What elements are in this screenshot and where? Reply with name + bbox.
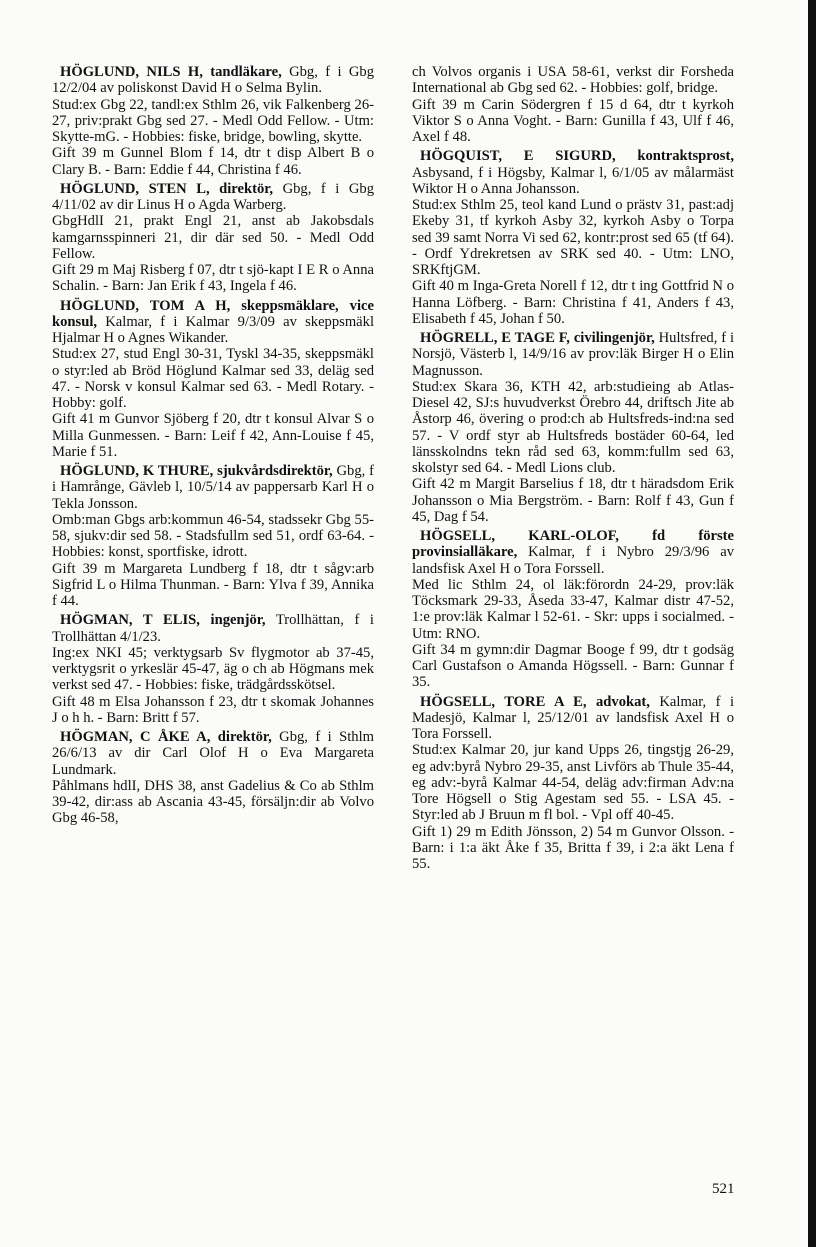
entry-hogsell-karl-olof — [412, 528, 734, 691]
entry-lead — [52, 729, 374, 778]
entry-name: HÖGSELL, KARL-OLOF, — [420, 528, 619, 544]
entry-details: Asbysand, f i Högsby, Kalmar l, 6/1/05 av målarmäst Wiktor H o Anna Johansson. — [412, 164, 734, 197]
left-column — [52, 64, 374, 830]
entry-paragraph: Gift 41 m Gunvor Sjöberg f 20, dtr t konsul Alvar S o Milla Gunmessen. - Barn: Leif f 42, Ann-Louise f 45, Marie f 51. — [52, 411, 374, 460]
entry-details: Gbg, f i Gbg 12/2/04 av poliskonst David H o Selma Bylin. — [52, 64, 374, 97]
entry-hogman-ake-continued — [412, 64, 734, 145]
entry-paragraph: Gift 39 m Gunnel Blom f 14, dtr t disp Albert B o Clary B. - Barn: Eddie f 44, Christina f 46. — [52, 145, 374, 178]
entry-paragraph: Gift 39 m Carin Södergren f 15 d 64, dtr t kyrkoh Viktor S o Anna Voght. - Barn: Gunilla f 43, Ulf f 46, Axel f 48. — [412, 96, 734, 145]
entry-lead — [412, 694, 734, 743]
entry-title: kontraktsprost, — [615, 148, 734, 165]
entry-details: Gbg, f i Gbg 4/11/02 av dir Linus H o Agda Warberg. — [52, 180, 374, 213]
entry-hoglund-sten — [52, 181, 374, 295]
entry-paragraph: Stud:ex Skara 36, KTH 42, arb:studieing ab Atlas-Diesel 42, SJ:s huvudverkst Örebro 44, driftsch Jite ab Åstorp 46, övering o prod:ch ab Hultsfreds-ind:na sed 57. - V ordf styr ab Hultsfreds bostäder 60-64, led länsskolndns tekn råd sed 63, komm:fullm sed 63, skolstyr sed 64. - Medl Lions club. — [412, 378, 734, 476]
entry-name: HÖGQUIST, E SIGURD, — [420, 148, 616, 165]
entry-title: advokat, — [586, 693, 650, 710]
entry-details: Kalmar, f i Madesjö, Kalmar l, 25/12/01 av landsfisk Axel H o Tora Forssell. — [412, 693, 735, 742]
entry-details: Kalmar, f i Kalmar 9/3/09 av skeppsmäkl Hjalmar H o Agnes Wikander. — [52, 313, 374, 346]
entry-lead — [52, 298, 374, 347]
entry-paragraph: Ing:ex NKI 45; verktygsarb Sv flygmotor ab 37-45, verktygsrit o yrkeslär 45-47, äg o ch ab Högmans mek verkst sed 47. - Hobbies: fiske, trädgårdsskötsel. — [52, 644, 374, 694]
entry-details: Gbg, f i Hamrånge, Gävleb l, 10/5/14 av pappersarb Karl H o Tekla Jonsson. — [52, 463, 374, 512]
entry-paragraph: Stud:ex Sthlm 25, teol kand Lund o prästv 31, past:adj Ekeby 31, tf kyrkoh Asby 32, kyrkoh Asby o Torpa sed 39 samt Norra Vi sed 62, kontr:prost sed 65 (tf 64). - Ordf Ydrekretsen av SRK sed 40. - Utm: LNO, SRKftjGM. — [412, 197, 734, 278]
entry-paragraph: Med lic Sthlm 24, ol läk:förordn 24-29, prov:läk Töcksmark 29-33, Åseda 33-47, Kalmar distr 47-52, 1:e prov:läk Kalmar l 52-61. - Skr: upps i socialmed. - Utm: RNO. — [412, 576, 734, 642]
right-column — [412, 64, 734, 875]
entry-name: HÖGLUND, K THURE, — [60, 463, 214, 479]
entry-hoglund-nils — [52, 64, 374, 178]
entry-paragraph: Gift 34 m gymn:dir Dagmar Booge f 99, dtr t godsäg Carl Gustafson o Amanda Högssell. - Barn: Gunnar f 35. — [412, 641, 734, 691]
entry-lead — [412, 148, 734, 197]
entry-name: HÖGMAN, T ELIS, — [60, 612, 200, 629]
entry-title: direktör, — [209, 180, 274, 197]
entry-paragraph: GbgHdlI 21, prakt Engl 21, anst ab Jakobsdals kamgarnsspinneri 21, dir där sed 50. - Medl Odd Fellow. — [52, 213, 374, 262]
entry-hogman-ake — [52, 729, 374, 827]
entry-paragraph: Omb:man Gbgs arb:kommun 46-54, stadssekr Gbg 55-58, sjukv:dir sed 58. - Stadsfullm sed 51, ordf 63-64. - Hobbies: konst, sportfiske, idrott. — [52, 511, 374, 561]
entry-hogman-elis — [52, 612, 374, 726]
entry-paragraph: ch Volvos organis i USA 58-61, verkst dir Forsheda International ab Gbg sed 62. - Hobbies: golf, bridge. — [412, 64, 734, 97]
entry-hoglund-tom — [52, 298, 374, 461]
entry-name: HÖGLUND, STEN L, — [60, 180, 210, 197]
entry-title: tandläkare, — [202, 64, 282, 80]
entry-name: HÖGSELL, TORE A E, — [420, 693, 587, 710]
entry-hogsell-tore — [412, 694, 734, 873]
entry-name: HÖGLUND, NILS H, — [60, 64, 203, 80]
page-number: 521 — [712, 1181, 735, 1197]
entry-lead — [412, 330, 734, 379]
entry-paragraph: Stud:ex Gbg 22, tandl:ex Sthlm 26, vik Falkenberg 26-27, priv:prakt Gbg sed 27. - Medl Odd Fellow. - Utm: Skytte-mG. - Hobbies: fiske, bridge, bowling, skytte. — [52, 96, 374, 145]
entry-title: fd förste provinsialläkare, — [412, 528, 734, 561]
entry-paragraph: Gift 39 m Margareta Lundberg f 18, dtr t sågv:arb Sigfrid L o Hilma Thunman. - Barn: Ylva f 39, Annika f 44. — [52, 560, 374, 609]
entry-paragraph: Gift 29 m Maj Risberg f 07, dtr t sjö-kapt I E R o Anna Schalin. - Barn: Jan Erik f 43, Ingela f 46. — [52, 262, 374, 295]
entry-title: skeppsmäklare, vice konsul, — [52, 297, 374, 330]
entry-lead — [52, 612, 374, 645]
entry-paragraph: Gift 40 m Inga-Greta Norell f 12, dtr t ing Gottfrid N o Hanna Löfberg. - Barn: Christina f 41, Anders f 43, Elisabeth f 45, Johan f 50. — [412, 278, 734, 327]
entry-title: sjukvårdsdirektör, — [213, 463, 333, 479]
entry-paragraph: Gift 48 m Elsa Johansson f 23, dtr t skomak Johannes J o h h. - Barn: Britt f 57. — [52, 693, 374, 726]
entry-title: ingenjör, — [199, 612, 266, 629]
entry-details: Gbg, f i Sthlm 26/6/13 av dir Carl Olof H o Eva Margareta Lundmark. — [52, 729, 374, 778]
entry-paragraph: Stud:ex Kalmar 20, jur kand Upps 26, tingstjg 26-29, eg adv:byrå Nybro 29-35, anst Livförs ab Thule 35-44, eg adv:-byrå Kalmar 44-54, deläg adv:firman Adv:na Tore Högsell o Stig Agestam sed 55. - LSA 45. - Styr:led ab J Bruun m fl bol. - Vpl off 40-45. — [412, 742, 734, 824]
entry-name: HÖGRELL, E TAGE F, — [420, 330, 570, 346]
entry-name: HÖGMAN, C ÅKE A, — [60, 729, 211, 745]
entry-paragraph: Gift 1) 29 m Edith Jönsson, 2) 54 m Gunvor Olsson. - Barn: i 1:a äkt Åke f 35, Britta f 39, i 2:a äkt Lena f 55. — [412, 823, 734, 872]
entry-lead — [52, 181, 374, 214]
entry-details: Hultsfred, f i Norsjö, Västerb l, 14/9/16 av prov:läk Birger H o Elin Magnusson. — [412, 330, 734, 379]
entry-paragraph: Stud:ex 27, stud Engl 30-31, Tyskl 34-35, skeppsmäkl o styr:led ab Bröd Höglund Kalmar sed 33, deläg sed 47. - Norsk v konsul Kalmar sed 63. - Medl Rotary. - Hobby: golf. — [52, 346, 374, 411]
entry-hoglund-thure — [52, 463, 374, 609]
entry-lead — [412, 528, 734, 577]
entry-hogquist-sigurd — [412, 148, 734, 327]
entry-title: direktör, — [210, 729, 272, 745]
entry-lead — [52, 463, 374, 512]
entry-hogrell-tage — [412, 330, 734, 525]
entry-paragraph: Gift 42 m Margit Barselius f 18, dtr t häradsdom Erik Johansson o Mia Bergström. - Barn: Rolf f 43, Gun f 45, Dag f 54. — [412, 476, 734, 525]
entry-paragraph: Påhlmans hdlI, DHS 38, anst Gadelius & Co ab Sthlm 39-42, dir:ass ab Ascania 43-45, försäljn:dir ab Volvo Gbg 46-58, — [52, 777, 374, 827]
entry-details: Trollhättan, f i Trollhättan 4/1/23. — [52, 612, 374, 645]
entry-details: Kalmar, f i Nybro 29/3/96 av landsfisk Axel H o Tora Forssell. — [412, 544, 734, 577]
entry-name: HÖGLUND, TOM A H, — [60, 297, 231, 314]
entry-lead — [52, 64, 374, 97]
entry-title: civilingenjör, — [569, 330, 655, 346]
scan-edge-shadow — [808, 0, 816, 1247]
